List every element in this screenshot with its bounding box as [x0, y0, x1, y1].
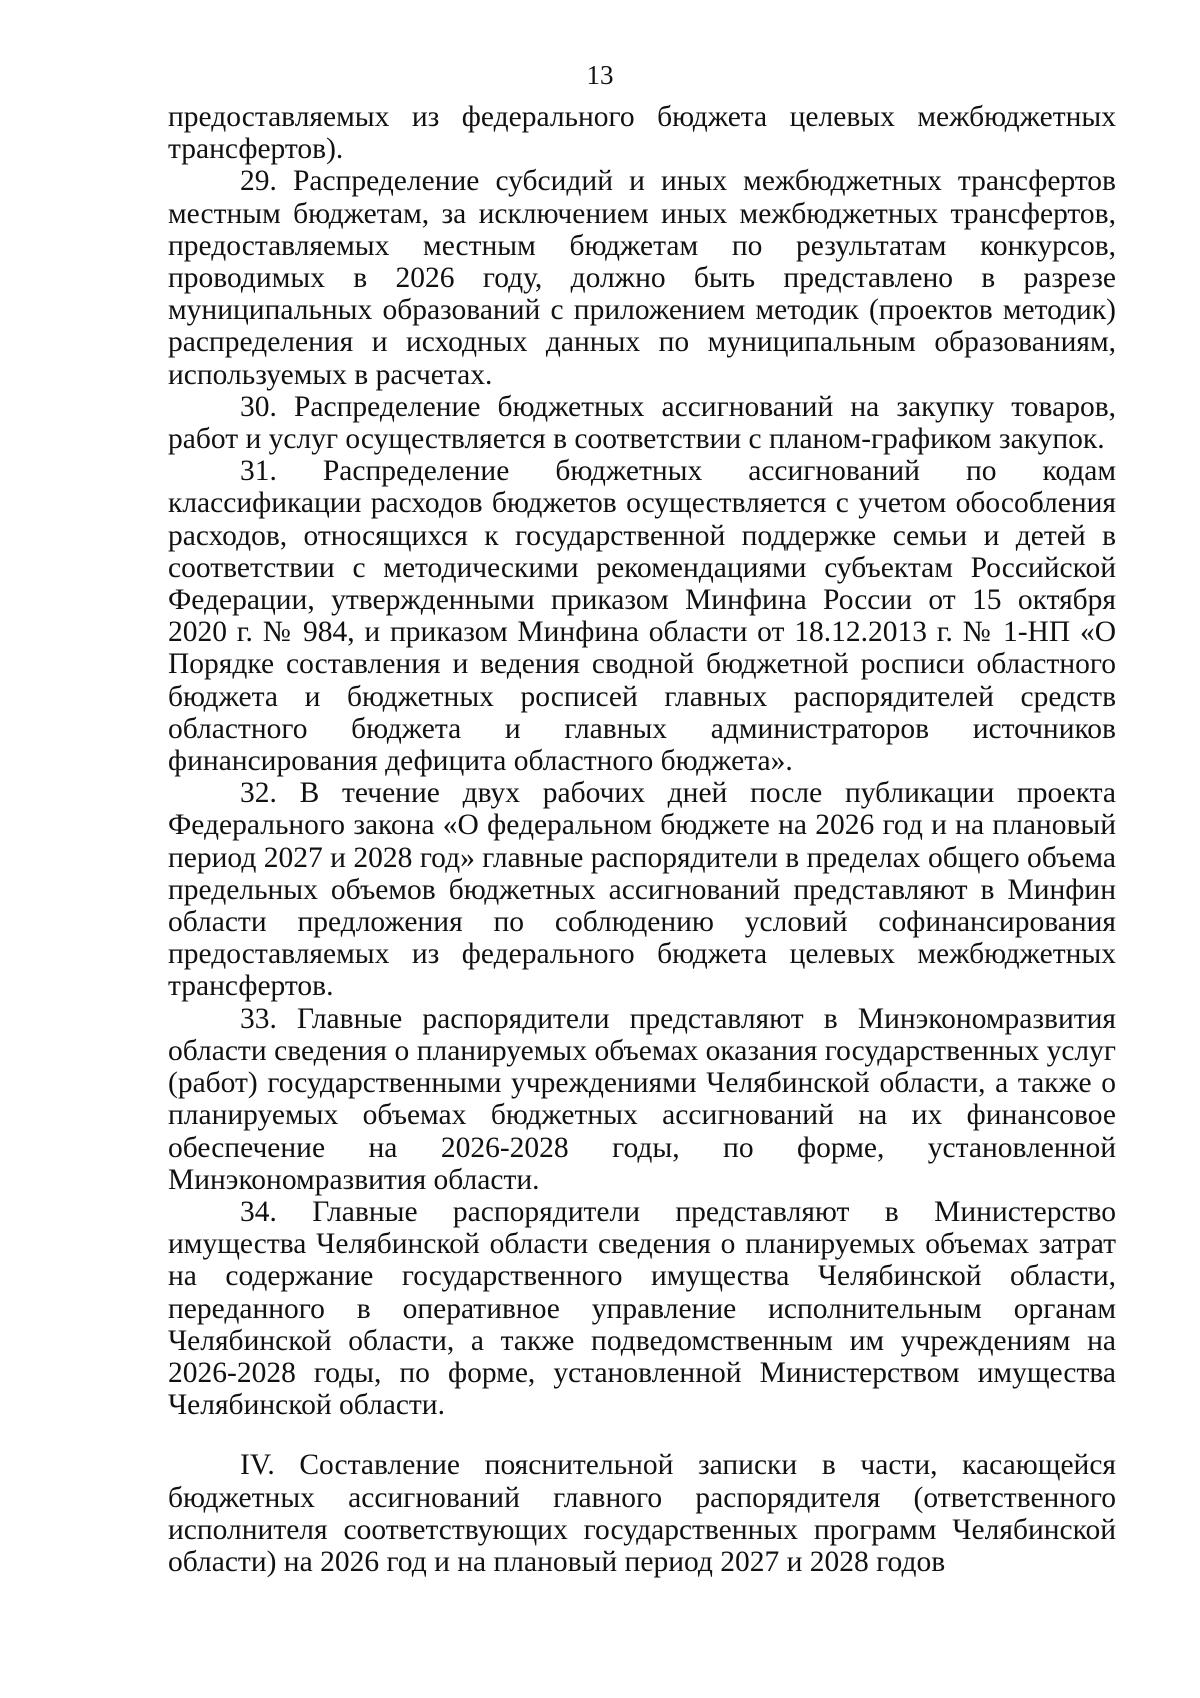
paragraph-32: 32. В течение двух рабочих дней после публикации проекта Федерального закона «О федеральном бюджете на 2026 год и на плановый период 2027 и 2028 год» главные распорядители в пределах общего объема предельных объемов бюджетных ассигнований представляют в Минфин области предложения по соблюдению условий софинансирования предоставляемых из федерального бюджета целевых межбюджетных трансфертов.: [168, 777, 1116, 1003]
page-number: 13: [586, 60, 614, 90]
section-heading-iv: IV. Составление пояснительной записки в части, касающейся бюджетных ассигнований главного распорядителя (ответственного исполнителя соответствующих государственных программ Челябинской области) на 2026 год и на плановый период 2027 и 2028 годов: [168, 1449, 1116, 1578]
paragraph-31: 31. Распределение бюджетных ассигнований по кодам классификации расходов бюджетов осуществляется с учетом обособления расходов, относящихся к государственной поддержке семьи и детей в соответствии с методическими рекомендациями субъектам Российской Федерации, утвержденными приказом Минфина России от 15 октября 2020 г. № 984, и приказом Минфина области от 18.12.2013 г. № 1-НП «О Порядке составления и ведения сводной бюджетной росписи областного бюджета и бюджетных росписей главных распорядителей средств областного бюджета и главных администраторов источников финансирования дефицита областного бюджета».: [168, 455, 1116, 778]
paragraph-34: 34. Главные распорядители представляют в Министерство имущества Челябинской области сведения о планируемых объемах затрат на содержание государственного имущества Челябинской области, переданного в оперативное управление исполнительным органам Челябинской области, а также подведомственным им учреждениям на 2026-2028 годы, по форме, установленной Министерством имущества Челябинской области.: [168, 1195, 1116, 1422]
paragraph-continuation: предоставляемых из федерального бюджета целевых межбюджетных трансфертов).: [168, 101, 1116, 166]
document-body: [168, 101, 1116, 1578]
paragraph-29: 29. Распределение субсидий и иных межбюджетных трансфертов местным бюджетам, за исключением иных межбюджетных трансфертов, предоставляемых местным бюджетам по результатам конкурсов, проводимых в 2026 году, должно быть представлено в разрезе муниципальных образований с приложением методик (проектов методик) распределения и исходных данных по муниципальным образованиям, используемых в расчетах.: [168, 165, 1116, 391]
paragraph-33: 33. Главные распорядители представляют в Минэкономразвития области сведения о планируемых объемах оказания государственных услуг (работ) государственными учреждениями Челябинской области, а также о планируемых объемах бюджетных ассигнований на их финансовое обеспечение на 2026-2028 годы, по форме, установленной Минэкономразвития области.: [168, 1002, 1116, 1196]
paragraph-30: 30. Распределение бюджетных ассигнований на закупку товаров, работ и услуг осуществляется в соответствии с планом-графиком закупок.: [168, 390, 1116, 456]
